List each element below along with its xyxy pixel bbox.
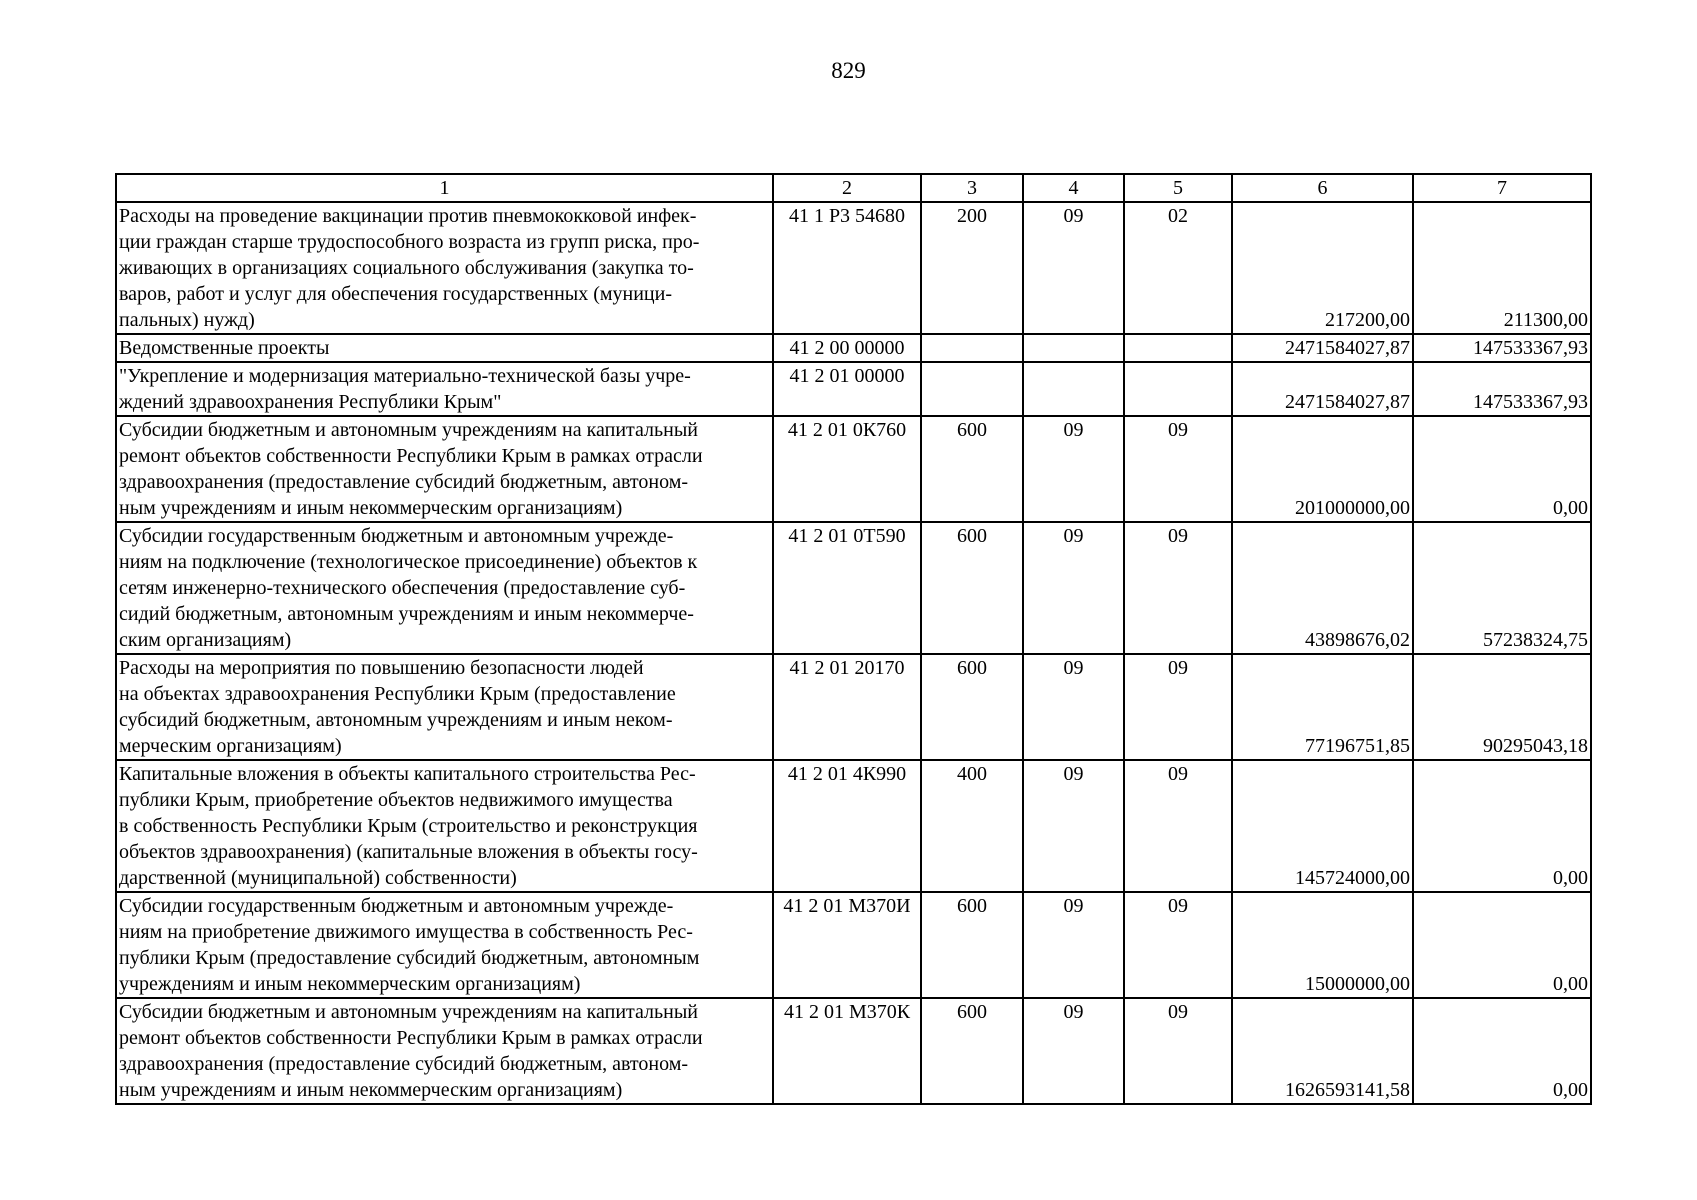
row-col-5: 09 xyxy=(1124,892,1232,998)
row-amount-7: 147533367,93 xyxy=(1413,334,1591,362)
table-row xyxy=(116,202,1591,334)
row-amount-6: 217200,00 xyxy=(1232,202,1413,334)
header-cell-4: 4 xyxy=(1023,174,1124,202)
row-description xyxy=(116,522,773,654)
description-line: здравоохранения (предоставление субсидий бюджетным, автоном- xyxy=(119,471,689,493)
row-amount-7: 0,00 xyxy=(1413,892,1591,998)
row-amount-6: 1626593141,58 xyxy=(1232,998,1413,1104)
description-line: ждений здравоохранения Республики Крым" xyxy=(119,391,502,413)
row-col-3: 600 xyxy=(921,654,1023,760)
row-col-5: 02 xyxy=(1124,202,1232,334)
description-line: учреждениям и иным некоммерческим организациям) xyxy=(119,973,581,995)
description-line: ции граждан старше трудоспособного возраста из групп риска, про- xyxy=(119,231,700,253)
description-line: Субсидии государственным бюджетным и автономным учрежде- xyxy=(119,525,674,547)
description-line: живающих в организациях социального обслуживания (закупка то- xyxy=(119,257,694,279)
description-line: пальных) нужд) xyxy=(119,309,255,331)
header-cell-6: 6 xyxy=(1232,174,1413,202)
budget-table xyxy=(115,173,1592,1105)
description-line: мерческим организациям) xyxy=(119,735,342,757)
description-line: здравоохранения (предоставление субсидий бюджетным, автоном- xyxy=(119,1053,689,1075)
header-cell-5: 5 xyxy=(1124,174,1232,202)
description-line: ремонт объектов собственности Республики Крым в рамках отрасли xyxy=(119,1027,703,1049)
row-description xyxy=(116,654,773,760)
row-col-3: 600 xyxy=(921,522,1023,654)
row-amount-6: 201000000,00 xyxy=(1232,416,1413,522)
description-line: публики Крым, приобретение объектов недвижимого имущества xyxy=(119,789,673,811)
header-cell-2: 2 xyxy=(773,174,921,202)
description-line: субсидий бюджетным, автономным учреждениям и иным неком- xyxy=(119,709,673,731)
row-code: 41 2 01 4К990 xyxy=(773,760,921,892)
description-line: ремонт объектов собственности Республики Крым в рамках отрасли xyxy=(119,445,703,467)
row-col-3: 200 xyxy=(921,202,1023,334)
row-col-4: 09 xyxy=(1023,202,1124,334)
row-col-4 xyxy=(1023,334,1124,362)
description-line: Расходы на проведение вакцинации против пневмококковой инфек- xyxy=(119,205,697,227)
row-amount-7: 90295043,18 xyxy=(1413,654,1591,760)
row-col-4: 09 xyxy=(1023,760,1124,892)
row-col-3: 600 xyxy=(921,892,1023,998)
row-amount-7: 0,00 xyxy=(1413,760,1591,892)
row-code: 41 1 Р3 54680 xyxy=(773,202,921,334)
row-amount-7: 147533367,93 xyxy=(1413,362,1591,416)
description-line: Субсидии государственным бюджетным и автономным учрежде- xyxy=(119,895,674,917)
row-col-4: 09 xyxy=(1023,892,1124,998)
row-col-4: 09 xyxy=(1023,654,1124,760)
row-col-3: 400 xyxy=(921,760,1023,892)
header-cell-1: 1 xyxy=(116,174,773,202)
row-description xyxy=(116,334,773,362)
row-col-5 xyxy=(1124,362,1232,416)
row-col-3: 600 xyxy=(921,416,1023,522)
row-description xyxy=(116,998,773,1104)
page-number: 829 xyxy=(831,58,866,83)
row-amount-6: 43898676,02 xyxy=(1232,522,1413,654)
description-line: ниям на приобретение движимого имущества в собственность Рес- xyxy=(119,921,693,943)
row-description xyxy=(116,760,773,892)
row-code: 41 2 01 М370К xyxy=(773,998,921,1104)
description-line: Капитальные вложения в объекты капитального строительства Рес- xyxy=(119,763,696,785)
row-col-4 xyxy=(1023,362,1124,416)
row-amount-6: 2471584027,87 xyxy=(1232,334,1413,362)
row-code: 41 2 01 20170 xyxy=(773,654,921,760)
row-amount-6: 15000000,00 xyxy=(1232,892,1413,998)
row-col-4: 09 xyxy=(1023,522,1124,654)
table-body xyxy=(116,174,1591,1104)
row-code: 41 2 01 0Т590 xyxy=(773,522,921,654)
row-amount-7: 211300,00 xyxy=(1413,202,1591,334)
description-line: дарственной (муниципальной) собственности) xyxy=(119,867,517,889)
row-col-5 xyxy=(1124,334,1232,362)
row-code: 41 2 01 00000 xyxy=(773,362,921,416)
row-col-4: 09 xyxy=(1023,416,1124,522)
row-amount-6: 77196751,85 xyxy=(1232,654,1413,760)
description-line: Субсидии бюджетным и автономным учреждениям на капитальный xyxy=(119,1001,699,1023)
row-description xyxy=(116,892,773,998)
row-description xyxy=(116,202,773,334)
row-amount-7: 57238324,75 xyxy=(1413,522,1591,654)
row-amount-6: 145724000,00 xyxy=(1232,760,1413,892)
table-row xyxy=(116,760,1591,892)
row-code: 41 2 00 00000 xyxy=(773,334,921,362)
table-row xyxy=(116,654,1591,760)
table-row xyxy=(116,416,1591,522)
row-col-5: 09 xyxy=(1124,416,1232,522)
row-col-5: 09 xyxy=(1124,522,1232,654)
row-col-3: 600 xyxy=(921,998,1023,1104)
row-col-5: 09 xyxy=(1124,654,1232,760)
table-row xyxy=(116,522,1591,654)
header-cell-3: 3 xyxy=(921,174,1023,202)
description-line: "Укрепление и модернизация материально-технической базы учре- xyxy=(119,365,691,387)
row-amount-7: 0,00 xyxy=(1413,998,1591,1104)
table-header-row xyxy=(116,174,1591,202)
row-amount-7: 0,00 xyxy=(1413,416,1591,522)
table-row xyxy=(116,892,1591,998)
row-col-3 xyxy=(921,334,1023,362)
header-cell-7: 7 xyxy=(1413,174,1591,202)
description-line: сидий бюджетным, автономным учреждениям и иным некоммерче- xyxy=(119,603,694,625)
description-line: ским организациям) xyxy=(119,629,292,651)
row-col-3 xyxy=(921,362,1023,416)
row-col-5: 09 xyxy=(1124,998,1232,1104)
row-col-4: 09 xyxy=(1023,998,1124,1104)
description-line: ным учреждениям и иным некоммерческим организациям) xyxy=(119,1079,623,1101)
row-amount-6: 2471584027,87 xyxy=(1232,362,1413,416)
description-line: ным учреждениям и иным некоммерческим организациям) xyxy=(119,497,623,519)
description-line: Ведомственные проекты xyxy=(119,337,330,359)
description-line: публики Крым (предоставление субсидий бюджетным, автономным xyxy=(119,947,700,969)
row-description xyxy=(116,416,773,522)
description-line: на объектах здравоохранения Республики Крым (предоставление xyxy=(119,683,676,705)
description-line: Расходы на мероприятия по повышению безопасности людей xyxy=(119,657,644,679)
description-line: ниям на подключение (технологическое присоединение) объектов к xyxy=(119,551,698,573)
table-row xyxy=(116,998,1591,1104)
row-description xyxy=(116,362,773,416)
row-code: 41 2 01 М370И xyxy=(773,892,921,998)
description-line: в собственность Республики Крым (строительство и реконструкция xyxy=(119,815,698,837)
description-line: Субсидии бюджетным и автономным учреждениям на капитальный xyxy=(119,419,699,441)
description-line: объектов здравоохранения) (капитальные вложения в объекты госу- xyxy=(119,841,698,863)
table-row xyxy=(116,334,1591,362)
description-line: варов, работ и услуг для обеспечения государственных (муници- xyxy=(119,283,672,305)
description-line: сетям инженерно-технического обеспечения (предоставление суб- xyxy=(119,577,686,599)
row-col-5: 09 xyxy=(1124,760,1232,892)
table-row xyxy=(116,362,1591,416)
row-code: 41 2 01 0К760 xyxy=(773,416,921,522)
